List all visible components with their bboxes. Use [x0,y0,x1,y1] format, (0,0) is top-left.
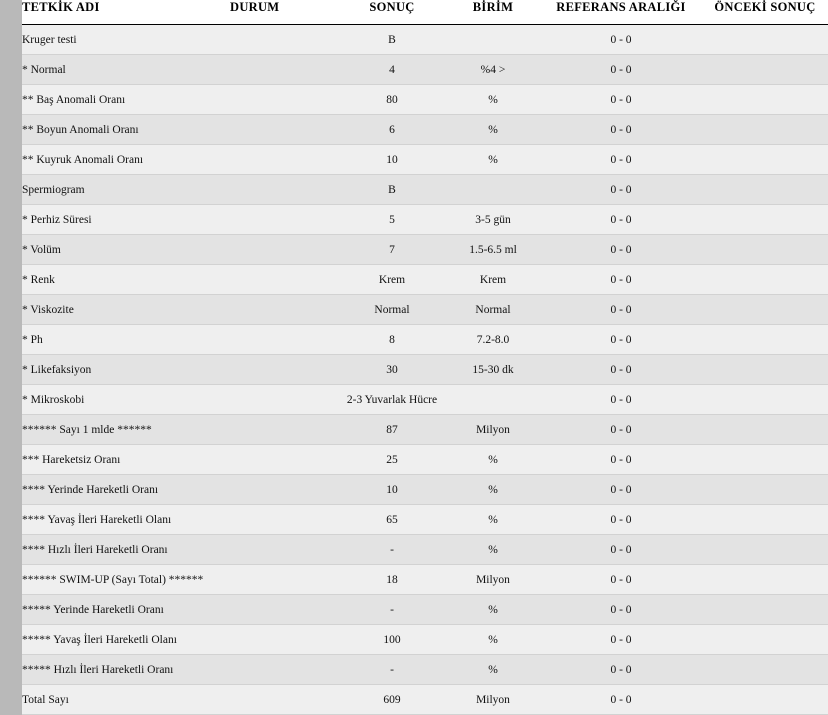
cell-previous [700,535,828,565]
cell-result: 2-3 Yuvarlak Hücre [340,385,444,415]
table-row [22,415,828,445]
cell-unit: % [444,655,542,685]
cell-reference: 0 - 0 [542,625,700,655]
table-row [22,325,828,355]
cell-test-name: * Likefaksiyon [22,355,230,385]
cell-previous [700,445,828,475]
cell-reference: 0 - 0 [542,265,700,295]
cell-result: 7 [340,235,444,265]
cell-unit: %4 > [444,55,542,85]
cell-result: B [340,25,444,55]
cell-result: 4 [340,55,444,85]
cell-unit: Normal [444,295,542,325]
cell-previous [700,235,828,265]
cell-test-name: * Ph [22,325,230,355]
cell-test-name: ** Boyun Anomali Oranı [22,115,230,145]
table-row [22,565,828,595]
cell-test-name: ***** Yavaş İleri Hareketli Olanı [22,625,230,655]
cell-test-name: * Perhiz Süresi [22,205,230,235]
table-row [22,295,828,325]
cell-test-name: * Renk [22,265,230,295]
cell-test-name: Total Sayı [22,685,230,715]
table-row [22,145,828,175]
table-row [22,55,828,85]
cell-previous [700,475,828,505]
cell-reference: 0 - 0 [542,145,700,175]
cell-result: 25 [340,445,444,475]
cell-unit: % [444,535,542,565]
table-row [22,205,828,235]
cell-reference: 0 - 0 [542,595,700,625]
cell-reference: 0 - 0 [542,565,700,595]
cell-result: 87 [340,415,444,445]
lab-results-table [22,0,828,715]
cell-result: - [340,595,444,625]
cell-test-name: * Mikroskobi [22,385,230,415]
cell-reference: 0 - 0 [542,655,700,685]
cell-reference: 0 - 0 [542,235,700,265]
cell-test-name: * Viskozite [22,295,230,325]
table-row [22,535,828,565]
cell-result: 100 [340,625,444,655]
table-row [22,235,828,265]
cell-result: 10 [340,475,444,505]
cell-result: 18 [340,565,444,595]
cell-reference: 0 - 0 [542,175,700,205]
cell-status [230,535,340,565]
cell-status [230,415,340,445]
cell-unit: Milyon [444,685,542,715]
cell-test-name: ****** Sayı 1 mlde ****** [22,415,230,445]
cell-previous [700,595,828,625]
cell-reference: 0 - 0 [542,355,700,385]
column-header-previous: ÖNCEKİ SONUÇ [700,0,828,25]
cell-reference: 0 - 0 [542,325,700,355]
cell-reference: 0 - 0 [542,685,700,715]
cell-previous [700,175,828,205]
cell-status [230,625,340,655]
cell-unit: % [444,625,542,655]
cell-reference: 0 - 0 [542,205,700,235]
cell-status [230,25,340,55]
cell-unit [444,175,542,205]
table-row [22,115,828,145]
cell-status [230,475,340,505]
cell-status [230,325,340,355]
cell-previous [700,355,828,385]
cell-test-name: ** Baş Anomali Oranı [22,85,230,115]
cell-unit: % [444,85,542,115]
table-row [22,385,828,415]
cell-unit: % [444,505,542,535]
cell-result: 80 [340,85,444,115]
report-page [22,0,816,715]
cell-status [230,355,340,385]
cell-previous [700,115,828,145]
table-row [22,355,828,385]
cell-status [230,445,340,475]
cell-reference: 0 - 0 [542,55,700,85]
cell-result: Krem [340,265,444,295]
cell-status [230,385,340,415]
cell-test-name: **** Yerinde Hareketli Oranı [22,475,230,505]
cell-previous [700,385,828,415]
cell-reference: 0 - 0 [542,505,700,535]
cell-reference: 0 - 0 [542,385,700,415]
cell-result: 10 [340,145,444,175]
cell-unit: Milyon [444,565,542,595]
cell-previous [700,325,828,355]
column-header-reference: REFERANS ARALIĞI [542,0,700,25]
cell-status [230,565,340,595]
table-row [22,475,828,505]
cell-status [230,145,340,175]
table-header-row [22,0,828,25]
cell-reference: 0 - 0 [542,115,700,145]
table-row [22,625,828,655]
cell-unit: Krem [444,265,542,295]
cell-unit [444,385,542,415]
cell-result: - [340,535,444,565]
cell-reference: 0 - 0 [542,445,700,475]
table-row [22,25,828,55]
cell-status [230,115,340,145]
cell-unit: % [444,475,542,505]
column-header-status: DURUM [230,0,340,25]
cell-status [230,685,340,715]
cell-result: 5 [340,205,444,235]
table-row [22,505,828,535]
cell-status [230,175,340,205]
cell-test-name: **** Yavaş İleri Hareketli Olanı [22,505,230,535]
cell-status [230,655,340,685]
cell-previous [700,145,828,175]
cell-test-name: ****** SWIM-UP (Sayı Total) ****** [22,565,230,595]
cell-reference: 0 - 0 [542,85,700,115]
cell-status [230,295,340,325]
cell-status [230,265,340,295]
cell-previous [700,205,828,235]
cell-previous [700,55,828,85]
cell-status [230,85,340,115]
column-header-test-name: TETKİK ADI [22,0,230,25]
column-header-unit: BİRİM [444,0,542,25]
table-row [22,265,828,295]
cell-previous [700,685,828,715]
cell-test-name: Kruger testi [22,25,230,55]
cell-status [230,55,340,85]
cell-unit: 1.5-6.5 ml [444,235,542,265]
table-row [22,595,828,625]
cell-previous [700,655,828,685]
cell-result: 609 [340,685,444,715]
cell-unit [444,25,542,55]
cell-previous [700,415,828,445]
cell-test-name: *** Hareketsiz Oranı [22,445,230,475]
cell-result: 65 [340,505,444,535]
table-body [22,25,828,715]
cell-result: 6 [340,115,444,145]
table-row [22,685,828,715]
table-row [22,655,828,685]
cell-result: B [340,175,444,205]
table-row [22,85,828,115]
cell-result: 8 [340,325,444,355]
cell-status [230,235,340,265]
table-row [22,175,828,205]
cell-reference: 0 - 0 [542,295,700,325]
cell-test-name: ** Kuyruk Anomali Oranı [22,145,230,175]
cell-unit: % [444,145,542,175]
cell-unit: % [444,595,542,625]
cell-previous [700,295,828,325]
cell-result: Normal [340,295,444,325]
cell-result: - [340,655,444,685]
cell-unit: % [444,445,542,475]
cell-unit: Milyon [444,415,542,445]
cell-previous [700,565,828,595]
table-row [22,445,828,475]
cell-unit: 7.2-8.0 [444,325,542,355]
cell-reference: 0 - 0 [542,475,700,505]
cell-previous [700,25,828,55]
cell-status [230,205,340,235]
column-header-result: SONUÇ [340,0,444,25]
table-header [22,0,828,25]
cell-reference: 0 - 0 [542,535,700,565]
cell-test-name: * Normal [22,55,230,85]
cell-previous [700,505,828,535]
cell-result: 30 [340,355,444,385]
cell-previous [700,85,828,115]
cell-reference: 0 - 0 [542,25,700,55]
cell-unit: % [444,115,542,145]
cell-status [230,595,340,625]
cell-test-name: * Volüm [22,235,230,265]
cell-previous [700,265,828,295]
cell-reference: 0 - 0 [542,415,700,445]
cell-test-name: **** Hızlı İleri Hareketli Oranı [22,535,230,565]
cell-test-name: Spermiogram [22,175,230,205]
cell-previous [700,625,828,655]
cell-status [230,505,340,535]
cell-test-name: ***** Hızlı İleri Hareketli Oranı [22,655,230,685]
cell-unit: 3-5 gün [444,205,542,235]
cell-unit: 15-30 dk [444,355,542,385]
cell-test-name: ***** Yerinde Hareketli Oranı [22,595,230,625]
